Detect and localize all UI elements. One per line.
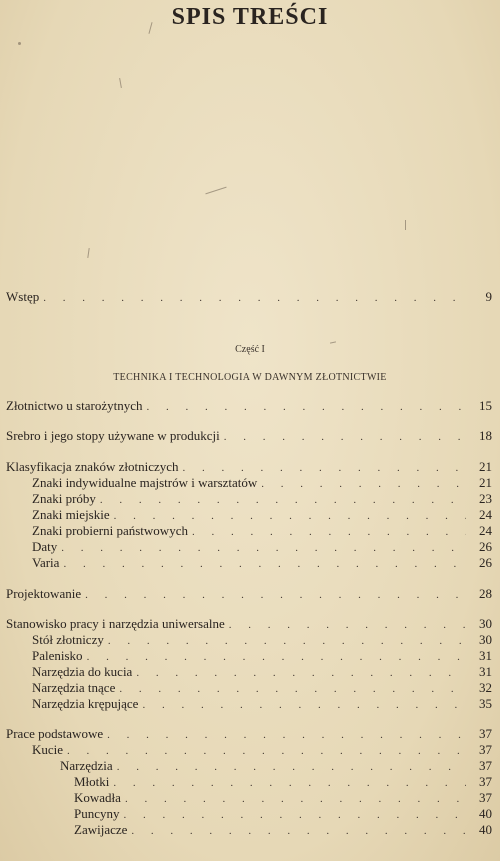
leader-dots [124,807,467,823]
toc-entry-label: Narzędzia do kucia [32,664,133,679]
toc-entry-label: Znaki próby [32,491,96,506]
toc-entry-label: Znaki probierni państwowych [32,523,188,538]
toc-entry-page: 24 [479,507,492,522]
paper-mark [119,78,122,88]
leader-dots [113,775,466,791]
toc-entry-page: 28 [479,586,492,601]
toc-entry-page: 35 [479,696,492,711]
toc-entry[interactable] [74,822,492,838]
toc-entry[interactable] [32,742,492,758]
toc-entry-label: Znaki miejskie [32,507,110,522]
toc-entry-label: Wstęp [6,289,40,304]
leader-dots [63,556,466,572]
toc-entry-page: 30 [479,616,492,631]
leader-dots [87,649,466,665]
toc-entry[interactable] [32,648,492,664]
toc-entry-page: 21 [479,475,492,490]
part-heading: TECHNIKA I TECHNOLOGIA W DAWNYM ZŁOTNICTWIE [113,372,387,383]
toc-entry-page: 24 [479,523,492,538]
toc-entry-label: Srebro i jego stopy używane w produkcji [6,428,220,443]
paper-mark [18,42,21,45]
toc-entry-page: 31 [479,664,492,679]
leader-dots [229,617,466,633]
toc-entry-page: 32 [479,680,492,695]
toc-entry[interactable] [60,758,492,774]
toc-entry[interactable] [32,680,492,696]
toc-entry-label: Palenisko [32,648,83,663]
toc-entry-page: 40 [479,822,492,837]
toc-entry[interactable] [32,491,492,507]
leader-dots [67,743,466,759]
toc-entry-page: 30 [479,632,492,647]
toc-entry[interactable] [6,586,492,602]
toc-entry-label: Stanowisko pracy i narzędzia uniwersalne [6,616,225,631]
page-title: SPIS TREŚCI [171,4,329,30]
toc-entry-page: 26 [479,555,492,570]
leader-dots [107,727,466,743]
toc-entry[interactable] [32,664,492,680]
toc-entry[interactable] [6,289,492,305]
toc-entry[interactable] [32,507,492,523]
toc-entry-page: 26 [479,539,492,554]
toc-entry[interactable] [6,398,492,414]
toc-entry-page: 31 [479,648,492,663]
toc-entry-label: Klasyfikacja znaków złotniczych [6,459,179,474]
toc-entry-label: Prace podstawowe [6,726,104,741]
toc-entry-label: Puncyny [74,806,120,821]
part-label: Część I [235,344,265,355]
paper-mark [205,187,226,195]
toc-entry-label: Daty [32,539,58,554]
toc-entry-page: 9 [485,289,492,304]
toc-entry[interactable] [6,459,492,475]
toc-entry-label: Kowadła [74,790,121,805]
toc-entry[interactable] [32,632,492,648]
leader-dots [61,540,466,556]
leader-dots [136,665,466,681]
toc-entry-label: Młotki [74,774,110,789]
toc-entry-page: 21 [479,459,492,474]
paper-mark [405,220,406,230]
leader-dots [119,681,466,697]
leader-dots [261,476,466,492]
toc-entry[interactable] [74,806,492,822]
toc-entry-page: 37 [479,790,492,805]
toc-entry-label: Znaki indywidualne majstrów i warsztatów [32,475,258,490]
paper-mark [87,248,89,258]
toc-entry-label: Zawijacze [74,822,128,837]
toc-entry-label: Narzędzia [60,758,113,773]
toc-entry-label: Projektowanie [6,586,82,601]
leader-dots [142,697,466,713]
toc-entry-page: 37 [479,774,492,789]
toc-entry[interactable] [74,790,492,806]
toc-entry-page: 23 [479,491,492,506]
leader-dots [224,429,466,445]
toc-entry-label: Złotnictwo u starożytnych [6,398,143,413]
toc-entry-page: 40 [479,806,492,821]
toc-entry[interactable] [6,616,492,632]
toc-entry-page: 37 [479,726,492,741]
toc-entry[interactable] [32,555,492,571]
leader-dots [183,460,466,476]
leader-dots [114,508,466,524]
leader-dots [85,587,466,603]
leader-dots [146,399,466,415]
toc-entry-label: Narzędzia krępujące [32,696,139,711]
leader-dots [108,633,466,649]
toc-entry[interactable] [6,726,492,742]
leader-dots [125,791,466,807]
leader-dots [43,290,466,306]
toc-entry[interactable] [32,539,492,555]
leader-dots [100,492,466,508]
toc-entry-label: Narzędzia tnące [32,680,116,695]
leader-dots [131,823,466,839]
leader-dots [192,524,466,540]
toc-entry-label: Varia [32,555,60,570]
toc-entry[interactable] [74,774,492,790]
toc-entry-page: 15 [479,398,492,413]
toc-entry-page: 18 [479,428,492,443]
toc-entry[interactable] [32,523,492,539]
toc-entry[interactable] [32,696,492,712]
toc-entry-page: 37 [479,742,492,757]
toc-entry-page: 37 [479,758,492,773]
toc-entry[interactable] [32,475,492,491]
toc-entry-label: Stół złotniczy [32,632,104,647]
toc-entry[interactable] [6,428,492,444]
toc-entry-label: Kucie [32,742,64,757]
leader-dots [117,759,466,775]
